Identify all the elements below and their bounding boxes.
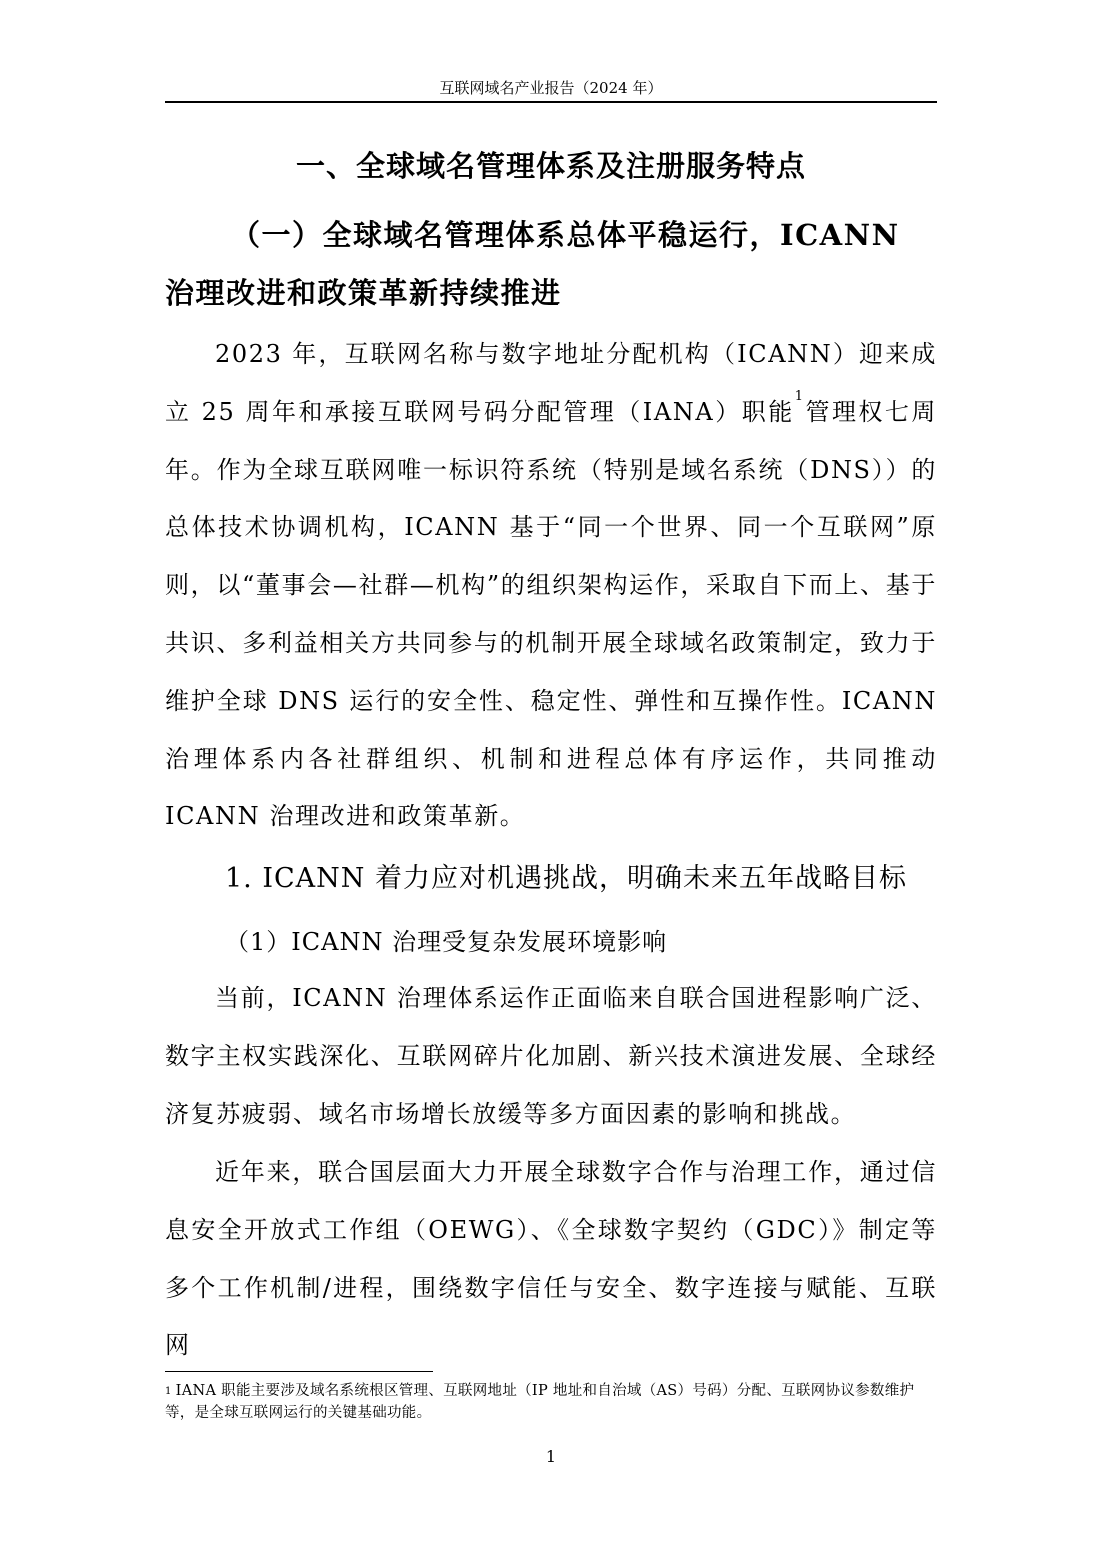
subsection-heading: （一）全球域名管理体系总体平稳运行，ICANN 治理改进和政策革新持续推进 [165, 218, 900, 310]
section-heading: 一、全球域名管理体系及注册服务特点 [295, 149, 806, 183]
paragraph-text: 管理权七周年。作为全球互联网唯一标识符系统（特别是域名系统（DNS））的总体技术协调机构，ICANN 基于“同一个世界、同一个互联网”原则，以“董事会—社群—机构”的组织架构运作，采取自下而上、基于共识、多利益相关方共同参与的机制开展全球域名政策制定，致力于维护全球 DNS 运行的安全性、稳定性、弹性和互操作性。ICANN 治理体系内各社群组织、机制和进程总体有序运作，共同推动 ICANN 治理改进和政策革新。 [165, 397, 938, 831]
footnote [165, 1380, 937, 1424]
footnote-divider [165, 1371, 433, 1372]
subheading-environment: （1）ICANN 治理受复杂发展环境影响 [225, 928, 668, 956]
paragraph-icann-overview [165, 326, 937, 846]
paragraph-challenges: 当前，ICANN 治理体系运作正面临来自联合国进程影响广泛、数字主权实践深化、互联网碎片化加剧、新兴技术演进发展、全球经济复苏疲弱、域名市场增长放缓等多方面因素的影响和挑战。 [165, 984, 937, 1128]
paragraph-un-cooperation: 近年来，联合国层面大力开展全球数字合作与治理工作，通过信息安全开放式工作组（OEWG）、《全球数字契约（GDC）》制定等多个工作机制/进程，围绕数字信任与安全、数字连接与赋能、互联网 [165, 1158, 937, 1360]
paragraph-text: 2023 年，互联网名称与数字地址分配机构（ICANN）迎来成立 25 周年和承接互联网号码分配管理（IANA）职能 [165, 340, 937, 426]
page-number: 1 [545, 1447, 557, 1466]
footnote-reference[interactable]: 1 [794, 388, 805, 404]
subheading-strategy: 1. ICANN 着力应对机遇挑战，明确未来五年战略目标 [225, 863, 907, 894]
running-header: 互联网域名产业报告（2024 年） [439, 79, 663, 97]
header-divider [165, 101, 937, 103]
footnote-marker: 1 [165, 1386, 172, 1397]
footnote-text: IANA 职能主要涉及域名系统根区管理、互联网地址（IP 地址和自治域（AS）号码）分配、互联网协议参数维护等，是全球互联网运行的关键基础功能。 [165, 1383, 915, 1421]
